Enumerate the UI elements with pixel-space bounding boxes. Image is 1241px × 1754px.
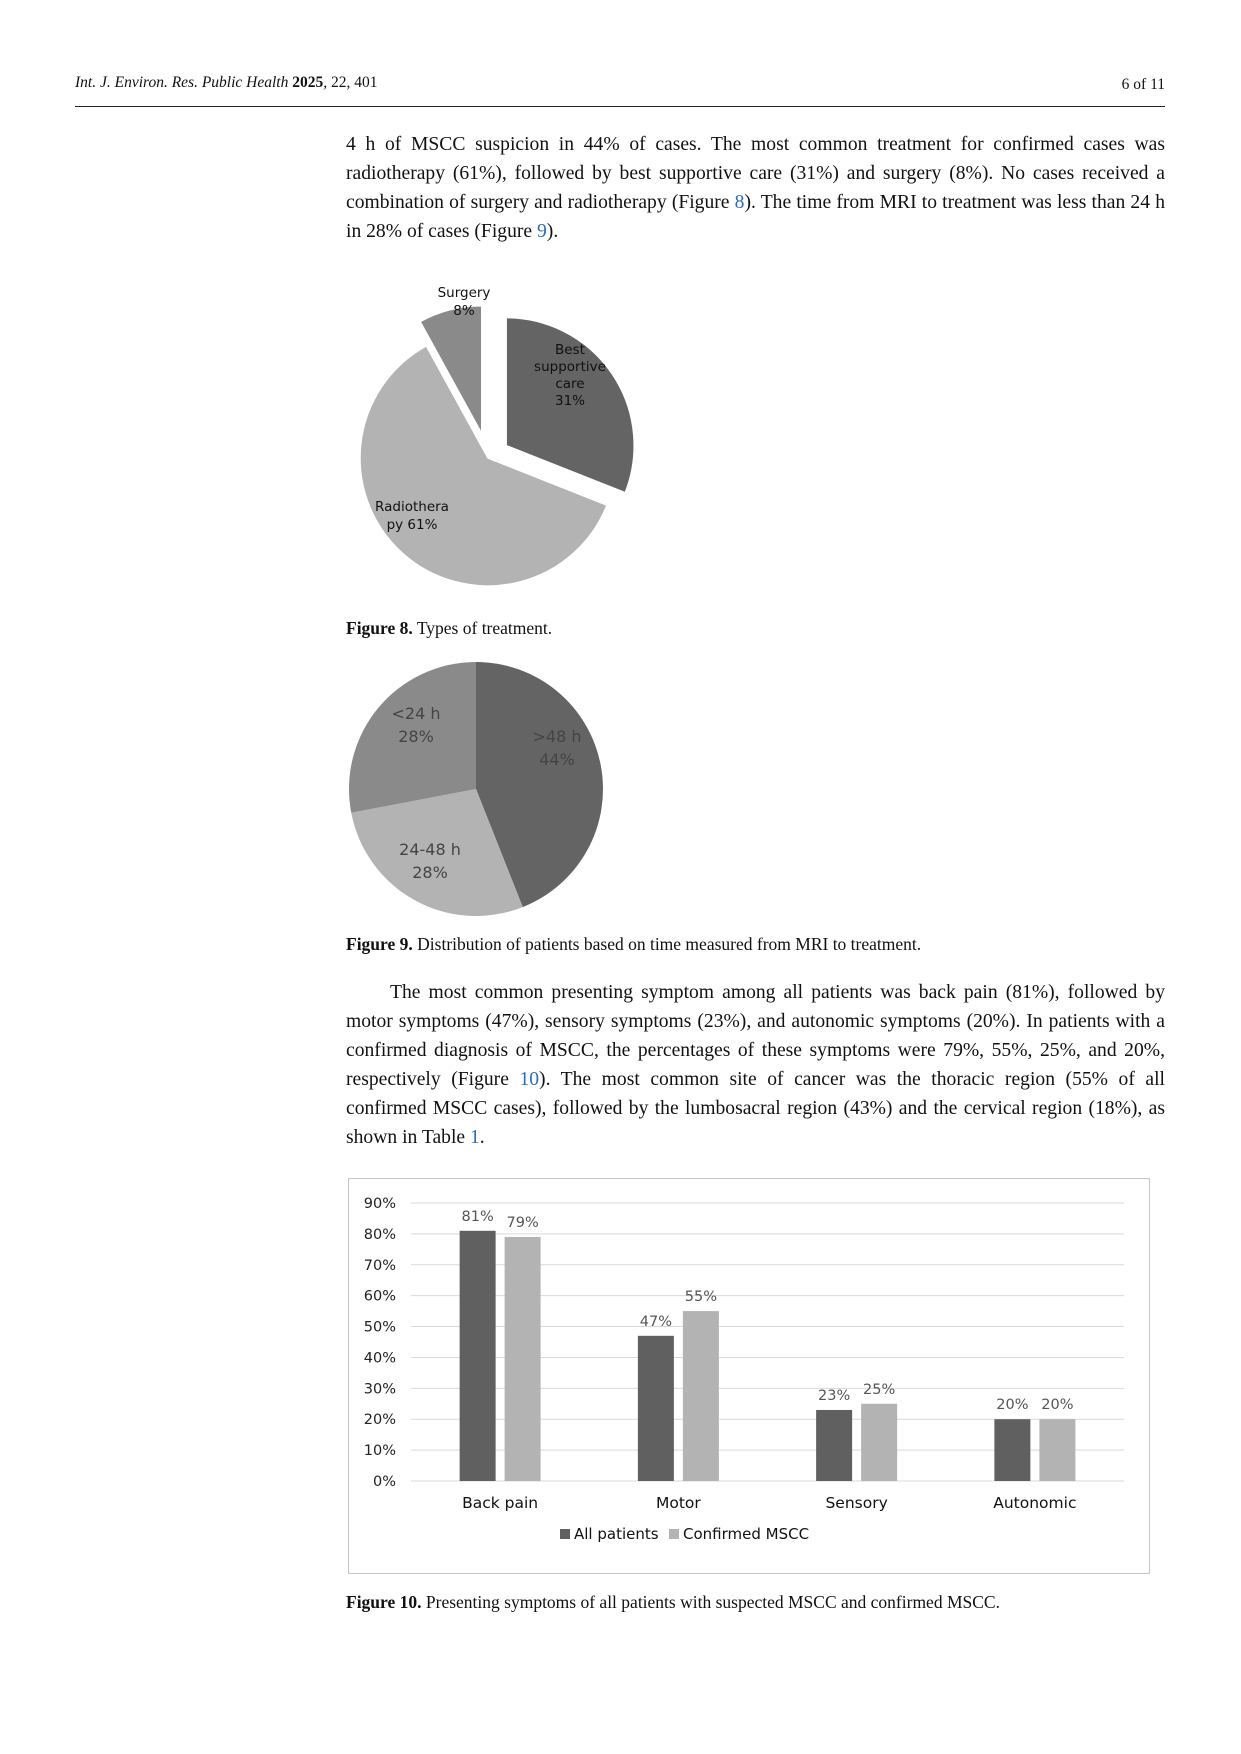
pie-slice-label: supportive [534,359,606,375]
x-category-label: Motor [655,1494,701,1512]
y-tick-label: 0% [372,1474,396,1490]
bar [683,1311,719,1481]
pie-slice-label: 28% [412,863,448,882]
y-tick-label: 20% [363,1412,396,1429]
paragraph-treatment [346,130,1165,246]
figure-8-caption [346,618,552,639]
journal-year: 2025 [292,74,324,91]
y-tick-label: 70% [363,1257,396,1274]
bar [505,1237,541,1481]
pie-slice-label: Radiothera [375,499,449,515]
table-1-link[interactable]: 1 [469,1127,480,1148]
paragraph-text: ). The most common site of cancer was the thoracic region (55% of all confirmed MSCC cases), followed by the lumbosacral region (43%) and the cervical region (18%), as shown in Table [346,1069,1165,1148]
bar [816,1410,852,1481]
paragraph-symptoms [346,978,1165,1152]
paragraph-text: ). [546,221,559,242]
journal-volume: , 22, 401 [323,74,378,91]
bar [861,1404,897,1481]
x-category-label: Autonomic [993,1494,1077,1512]
pie-slice-label: Best [555,342,585,358]
pie-slice-label: >48 h [532,727,582,746]
legend-label: All patients [574,1525,659,1543]
figure-8-pie-chart [340,280,670,610]
pie-slice-label: care [555,376,585,392]
bar [994,1419,1030,1481]
legend-label: Confirmed MSCC [683,1525,810,1543]
page-number: 6 of 11 [1121,76,1165,93]
caption-label: Figure 8. [346,618,413,638]
caption-label: Figure 9. [346,934,413,954]
y-tick-label: 10% [363,1443,396,1460]
bar-data-label: 23% [818,1387,851,1404]
y-tick-label: 30% [363,1381,396,1398]
paragraph-text: . [479,1127,485,1148]
pie-slice-label: <24 h [391,704,441,723]
y-tick-label: 90% [363,1196,396,1212]
x-category-label: Back pain [462,1494,539,1512]
y-tick-label: 60% [363,1288,396,1305]
figure-8-link[interactable]: 8 [734,192,745,213]
running-header [75,72,1165,107]
caption-text: Types of treatment. [412,618,553,638]
figure-10-caption [346,1592,1000,1613]
paragraph-text: ). The time from MRI to treatment was less than 24 h in 28% of cases (Figure [346,192,1165,242]
bar-data-label: 25% [863,1381,896,1398]
y-tick-label: 80% [363,1226,396,1243]
figure-10-bar-chart [348,1178,1150,1574]
bar-data-label: 81% [461,1208,494,1225]
pie-slice-label: 44% [539,750,575,769]
journal-citation [75,74,378,92]
legend-swatch [669,1529,679,1539]
x-category-label: Sensory [825,1494,888,1512]
paragraph-text: 4 h of MSCC suspicion in 44% of cases. The most common treatment for confirmed cases was radiotherapy (61%), followed by best supportive care (31%) and surgery (8%). No cases received a combination of surgery and radiotherapy (Figure [346,134,1165,213]
pie-slice-label: 24-48 h [399,840,461,859]
bar-data-label: 20% [996,1397,1029,1414]
legend-swatch [560,1529,570,1539]
bar-data-label: 20% [1041,1397,1074,1414]
pie-slice-label: 28% [398,727,434,746]
y-tick-label: 40% [363,1350,396,1367]
bar [1039,1419,1075,1481]
figure-9-caption [346,934,921,955]
journal-name: Int. J. Environ. Res. Public Health [75,74,289,91]
bar-data-label: 55% [684,1289,717,1306]
pie-slice-label: Surgery [437,285,491,301]
bar-data-label: 47% [639,1313,672,1330]
caption-label: Figure 10. [346,1592,422,1612]
y-tick-label: 50% [363,1319,396,1336]
bar-data-label: 79% [506,1214,539,1231]
figure-10-link[interactable]: 10 [519,1069,540,1090]
caption-text: Distribution of patients based on time measured from MRI to treatment. [412,934,922,954]
bar [460,1231,496,1481]
caption-text: Presenting symptoms of all patients with suspected MSCC and confirmed MSCC. [421,1592,1000,1612]
pie-slice-label: py 61% [386,517,438,533]
pie-slice-label: 31% [554,393,586,409]
figure-9-pie-chart [340,655,610,925]
figure-9-link[interactable]: 9 [537,221,547,242]
paragraph-text: The most common presenting symptom among all patients was back pain (81%), followed by motor symptoms (47%), sensory symptoms (23%), and autonomic symptoms (20%). In patients with a confirmed diagnosis of MSCC, the percentages of these symptoms were 79%, 55%, 25%, and 20%, respectively (Figure [346,982,1165,1090]
bar [638,1336,674,1481]
pie-slice-label: 8% [453,303,475,319]
